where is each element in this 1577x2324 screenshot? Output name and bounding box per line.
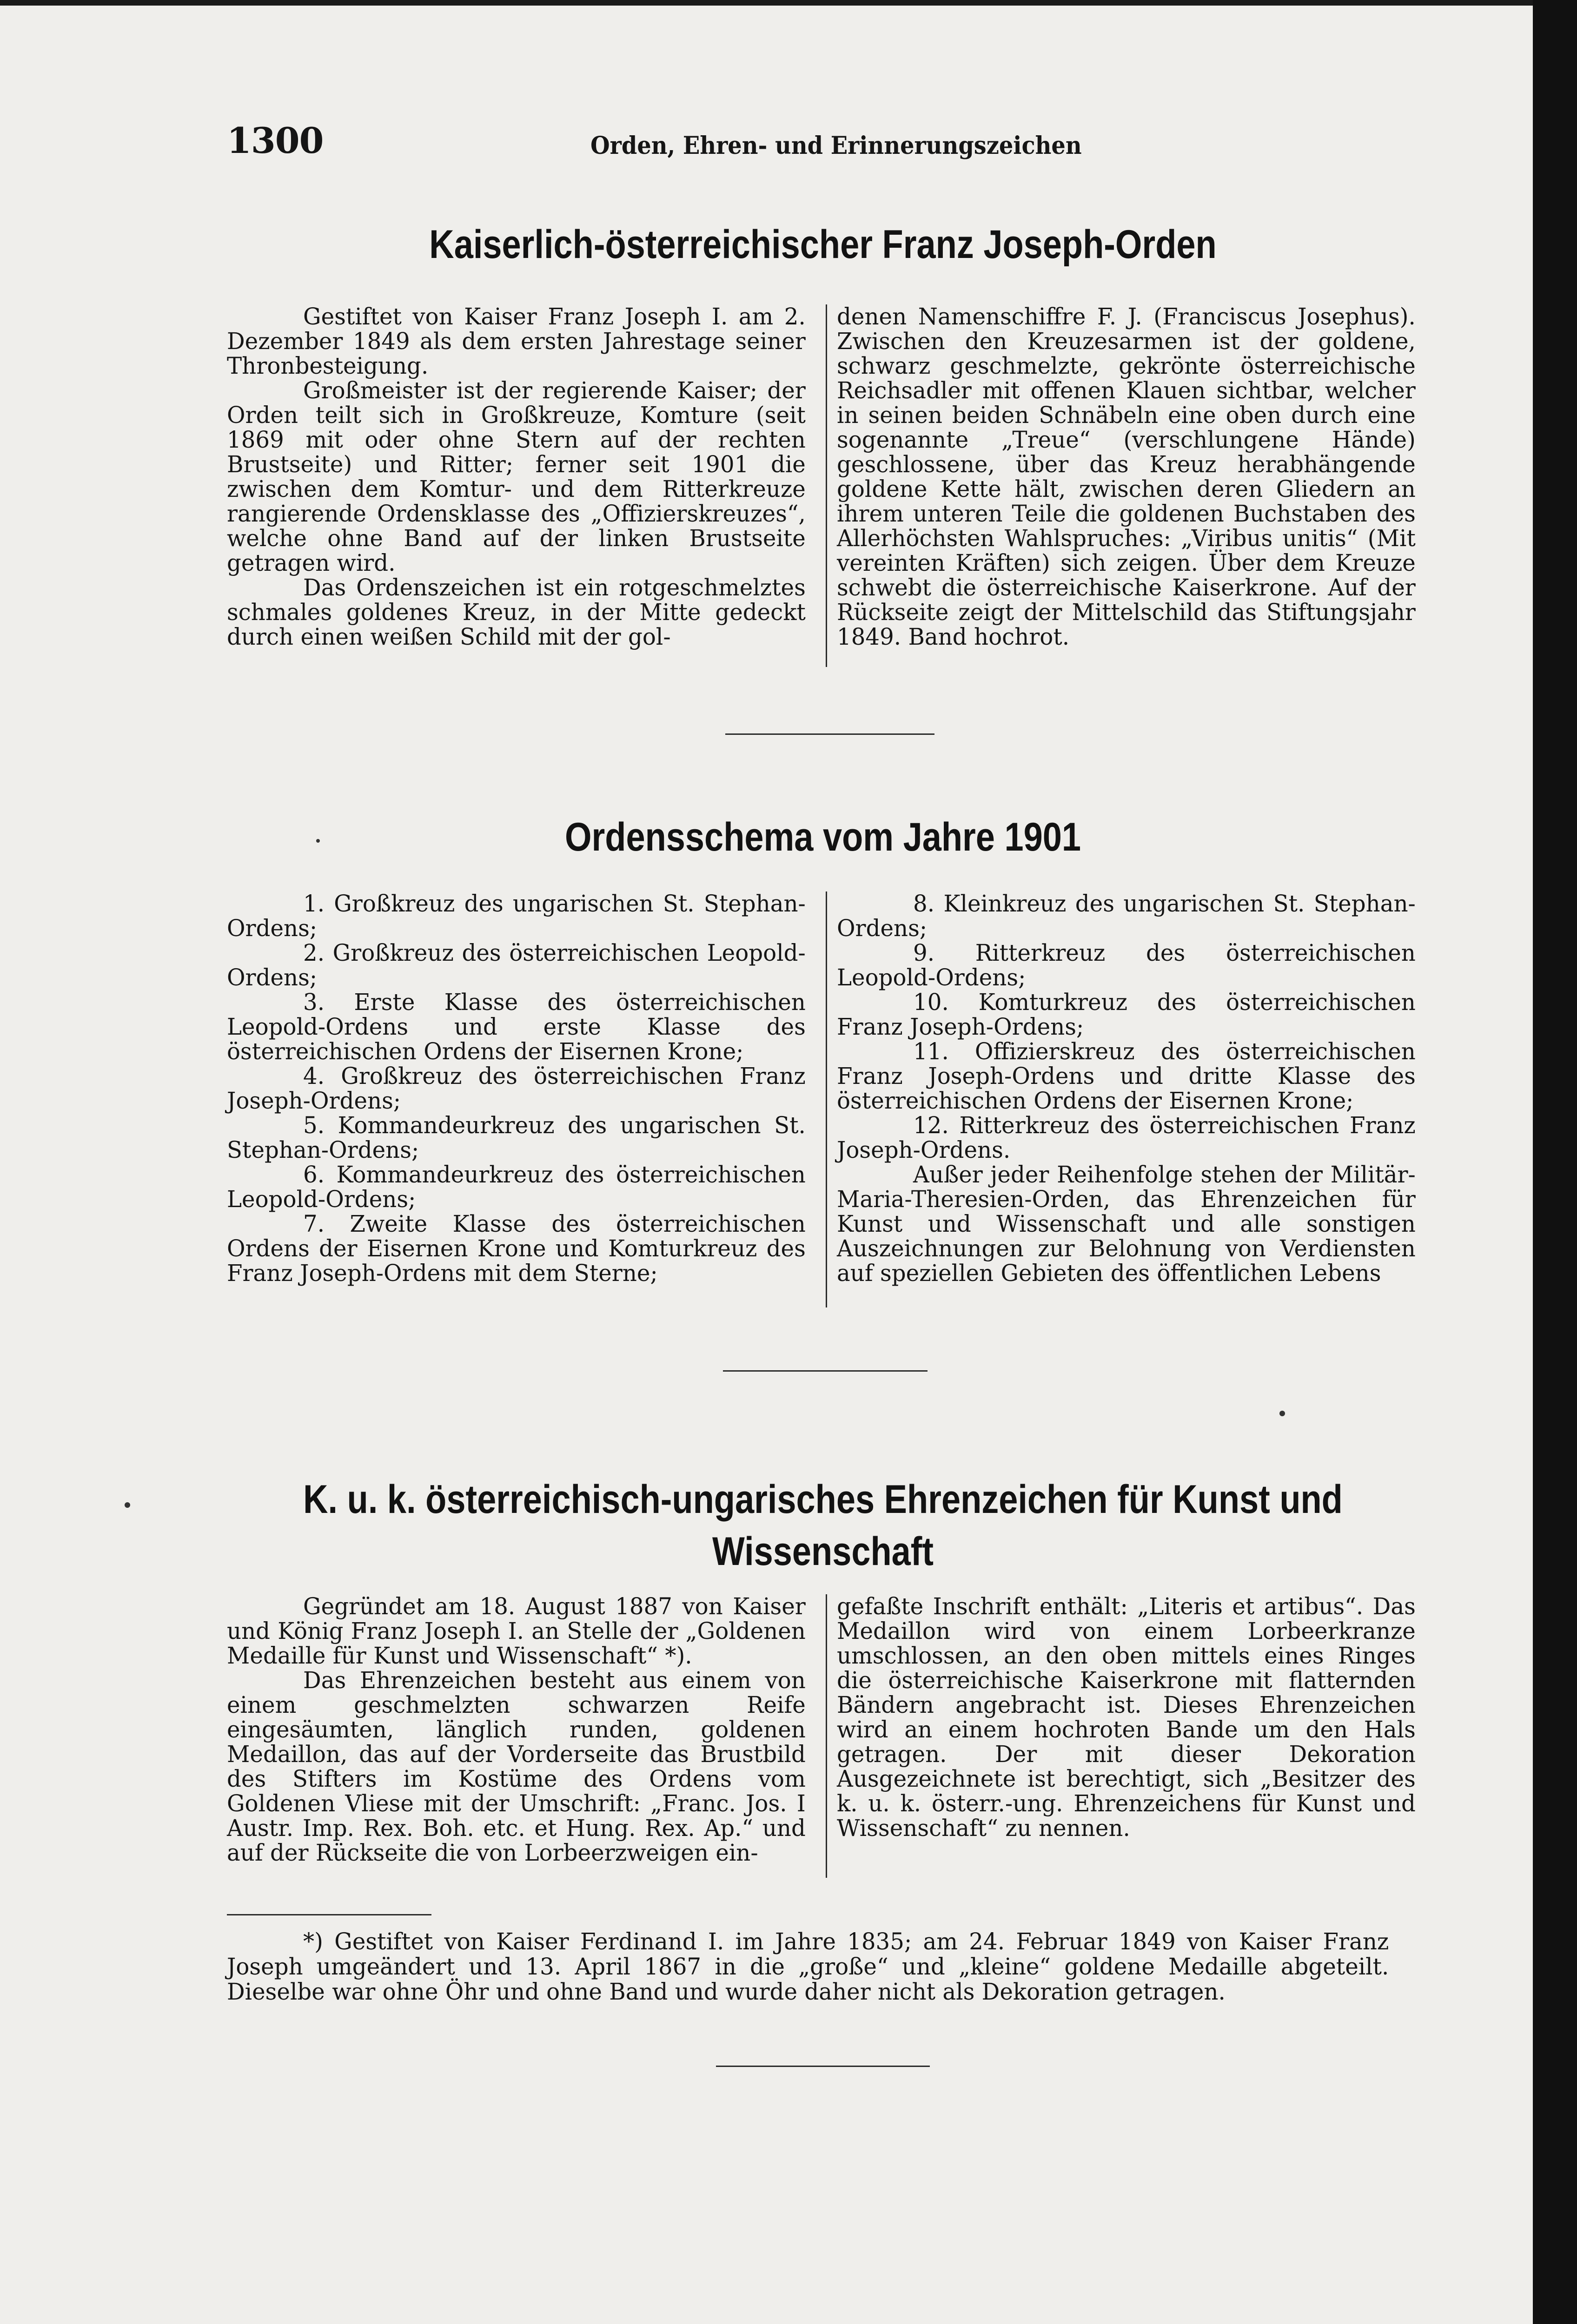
column-divider [826, 304, 827, 667]
print-speck [316, 839, 320, 843]
list-item: 7. Zweite Klasse des österreichischen Ordens der Eisernen Krone und Komturkreuz des Franz Joseph-Ordens mit dem Sterne; [227, 1210, 806, 1287]
list-item: 12. Ritterkreuz des österreichischen Franz Joseph-Ordens. [837, 1112, 1416, 1163]
list-item: 5. Kommandeurkreuz des ungarischen St. Stephan-Ordens; [227, 1112, 806, 1163]
paragraph: denen Namenschiffre F. J. (Franciscus Josephus). Zwischen den Kreuzesarmen ist der goldene, schwarz geschmelzte, gekrönte österreichische Reichsadler mit offenen Klauen sichtbar, welcher in seinen beiden Schnäbeln eine oben durch eine sogenannte „Treue“ (verschlungene Hände) geschlossene, über das Kreuz herabhängende goldene Kette hält, zwischen deren Gliedern an ihrem unteren Teile die goldenen Buchstaben des Allerhöchsten Wahlspruches: „Viribus unitis“ (Mit vereinten Kräften) sich zeigen. Über dem Kreuze schwebt die österreichische Kaiserkrone. Auf der Rückseite zeigt der Mittelschild das Stiftungsjahr 1849. Band hochrot. [837, 303, 1416, 650]
list-item: 9. Ritterkreuz des österreichischen Leopold-Ordens; [837, 939, 1416, 991]
paragraph: Gegründet am 18. August 1887 von Kaiser und König Franz Joseph I. an Stelle der „Goldenen Medaille für Kunst und Wissenschaft“ *). [227, 1593, 806, 1669]
list-item: 11. Offizierskreuz des österreichischen Franz Joseph-Ordens und dritte Klasse des österreichischen Ordens der Eisernen Krone; [837, 1038, 1416, 1114]
list-item: 6. Kommandeurkreuz des österreichischen Leopold-Ordens; [227, 1161, 806, 1213]
running-head: Orden, Ehren- und Erinnerungszeichen [590, 132, 1082, 160]
print-speck [125, 1502, 130, 1508]
footnote-text: *) Gestiftet von Kaiser Ferdinand I. im Jahre 1835; am 24. Februar 1849 von Kaiser Franz Joseph umgeändert und 13. April 1867 in die „große“ und „kleine“ goldene Medaille abgeteilt. Dieselbe war ohne Öhr und ohne Band und wurde daher nicht als Dekoration getragen. [227, 1928, 1389, 2005]
section-title-ordensschema: Ordensschema vom Jahre 1901 [564, 815, 1081, 859]
list-item: 2. Großkreuz des österreichischen Leopold-Ordens; [227, 939, 806, 991]
page-number: 1300 [227, 120, 324, 161]
section3-left-column [227, 1594, 806, 1865]
column-divider [826, 1594, 827, 1878]
paragraph: Das Ordenszeichen ist ein rotgeschmelztes schmales goldenes Kreuz, in der Mitte gedeckt durch einen weißen Schild mit der gol- [227, 574, 806, 650]
footnote [227, 1929, 1389, 2004]
column-divider [826, 891, 827, 1307]
section-separator [725, 733, 934, 735]
list-item: 4. Großkreuz des österreichischen Franz Joseph-Ordens; [227, 1063, 806, 1114]
print-speck [1279, 1411, 1285, 1416]
list-item: 10. Komturkreuz des österreichischen Franz Joseph-Ordens; [837, 989, 1416, 1040]
paragraph: gefaßte Inschrift enthält: „Literis et artibus“. Das Medaillon wird von einem Lorbeerkranze umschlossen, an den oben mittels eines Ringes die österreichische Kaiserkrone mit flatternden Bändern angebracht ist. Dieses Ehrenzeichen wird an einem hochroten Bande um den Hals getragen. Der mit dieser Dekoration Ausgezeichnete ist berechtigt, sich „Besitzer des k. u. k. österr.-ung. Ehrenzeichens für Kunst und Wissenschaft“ zu nennen. [837, 1593, 1416, 1842]
section-separator [716, 2066, 930, 2067]
footnote-rule [227, 1914, 431, 1915]
section3-right-column [837, 1594, 1416, 1841]
section-title-ehrenzeichen-kunst-wissenschaft: K. u. k. österreichisch-ungarisches Ehrenzeichen für Kunst und Wissenschaft [303, 1477, 1343, 1574]
section2-left-column [227, 891, 806, 1286]
paragraph: Gestiftet von Kaiser Franz Joseph I. am 2. Dezember 1849 als dem ersten Jahrestage seiner Thronbesteigung. [227, 303, 806, 379]
section-separator [723, 1370, 928, 1372]
section2-right-column [837, 891, 1416, 1286]
list-item: 1. Großkreuz des ungarischen St. Stephan-Ordens; [227, 890, 806, 942]
section1-right-column [837, 304, 1416, 649]
paragraph: Außer jeder Reihenfolge stehen der Militär-Maria-Theresien-Orden, das Ehrenzeichen für Kunst und Wissenschaft und alle sonstigen Auszeichnungen zur Belohnung von Verdiensten auf speziellen Gebieten des öffentlichen Lebens [837, 1161, 1416, 1287]
list-item: 8. Kleinkreuz des ungarischen St. Stephan-Ordens; [837, 890, 1416, 942]
list-item: 3. Erste Klasse des österreichischen Leopold-Ordens und erste Klasse des österreichischen Ordens der Eisernen Krone; [227, 989, 806, 1065]
paragraph: Das Ehrenzeichen besteht aus einem von einem geschmelzten schwarzen Reife eingesäumten, länglich runden, goldenen Medaillon, das auf der Vorderseite das Brustbild des Stifters im Kostüme des Ordens vom Goldenen Vliese mit der Umschrift: „Franc. Jos. I Austr. Imp. Rex. Boh. etc. et Hung. Rex. Ap.“ und auf der Rückseite die von Lorbeerzweigen ein- [227, 1667, 806, 1866]
paragraph: Großmeister ist der regierende Kaiser; der Orden teilt sich in Großkreuze, Komture (seit 1869 mit oder ohne Stern auf der rechten Brustseite) und Ritter; ferner seit 1901 die zwischen dem Komtur- und dem Ritterkreuze rangierende Ordensklasse des „Offizierskreuzes“, welche ohne Band auf der linken Brustseite getragen wird. [227, 377, 806, 576]
section-title-franz-joseph-orden: Kaiserlich-österreichischer Franz Joseph-Orden [429, 222, 1217, 267]
section1-left-column [227, 304, 806, 649]
